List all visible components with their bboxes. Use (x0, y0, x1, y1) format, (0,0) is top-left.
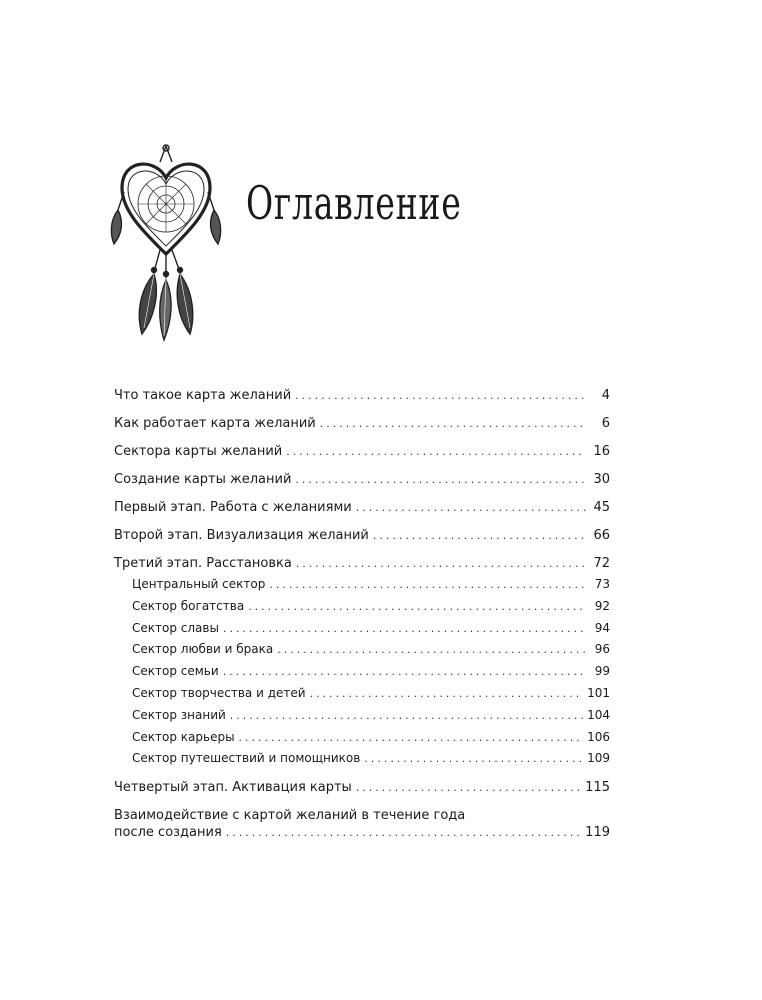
dreamcatcher-heart-icon (100, 142, 232, 346)
toc-page-number: 94 (594, 620, 610, 635)
dot-leader (223, 664, 586, 680)
toc-entry[interactable] (114, 443, 610, 460)
toc-subentry[interactable] (114, 750, 610, 767)
toc-page-number: 66 (593, 528, 610, 543)
toc-entry-label: Первый этап. Работа с желаниями (114, 500, 352, 515)
dot-leader (223, 621, 586, 637)
toc-entry[interactable] (114, 387, 610, 404)
toc-subentry-label: Сектор семьи (132, 664, 219, 679)
toc-page-number: 30 (593, 472, 610, 487)
dot-leader (310, 686, 584, 702)
toc-entry-label: Второй этап. Визуализация желаний (114, 528, 369, 543)
toc-entry-label: Третий этап. Расстановка (114, 556, 292, 571)
toc-subentry[interactable] (114, 707, 610, 724)
toc-page-number: 72 (593, 556, 610, 571)
toc-page-number: 92 (594, 598, 610, 613)
toc-page-number: 106 (587, 729, 610, 744)
toc-entry-line2 (114, 824, 610, 841)
toc-subentry-label: Сектор славы (132, 620, 219, 635)
toc-subentry-label: Сектор знаний (132, 707, 226, 722)
dot-leader (356, 779, 581, 796)
toc-subentry-label: Центральный сектор (132, 577, 266, 591)
toc-page-number: 101 (587, 685, 610, 700)
toc-entry[interactable] (114, 555, 610, 572)
toc-entry-label: Создание карты желаний (114, 472, 292, 487)
toc-page-number: 119 (585, 825, 610, 841)
dot-leader (248, 599, 586, 615)
dot-leader (320, 415, 586, 432)
toc-subentry-label: Сектор творчества и детей (132, 685, 306, 700)
dot-leader (373, 527, 586, 544)
toc-subentry[interactable] (114, 663, 610, 680)
toc-subentry[interactable] (114, 598, 610, 615)
toc-entry-label: Четвертый этап. Активация карты (114, 780, 352, 796)
toc-entry-multiline[interactable] (114, 807, 610, 841)
toc-page-number: 99 (594, 664, 610, 679)
toc-subentry-label: Сектор любви и брака (132, 642, 274, 657)
dot-leader (230, 708, 583, 724)
toc-entry[interactable] (114, 499, 610, 516)
dot-leader (296, 555, 586, 572)
toc-page-number: 45 (593, 500, 610, 515)
dot-leader (239, 730, 584, 746)
toc-subentry-label: Сектор карьеры (132, 729, 235, 744)
toc-entry-label: Что такое карта желаний (114, 388, 292, 403)
toc-entry-label-line2: после создания (114, 825, 222, 841)
page-title: Оглавление (246, 176, 462, 230)
dot-leader (286, 443, 586, 460)
toc-entry[interactable] (114, 779, 610, 796)
toc-page-number: 109 (587, 751, 610, 766)
toc-entry-label: Сектора карты желаний (114, 444, 283, 459)
toc-subentry-label: Сектор богатства (132, 598, 245, 613)
toc-subentry[interactable] (114, 641, 610, 658)
toc-entry[interactable] (114, 415, 610, 432)
dot-leader (226, 824, 581, 841)
dot-leader (269, 577, 586, 593)
toc-subentry[interactable] (114, 729, 610, 746)
toc-page-number: 104 (587, 707, 610, 722)
toc-page-number: 96 (594, 642, 610, 657)
toc-subentry[interactable] (114, 620, 610, 637)
toc-subentry-label: Сектор путешествий и помощников (132, 751, 361, 766)
toc-page-number: 115 (585, 780, 610, 796)
toc-entry[interactable] (114, 471, 610, 488)
dot-leader (356, 499, 586, 516)
toc-subentry[interactable] (114, 576, 610, 593)
toc-page-number: 4 (601, 388, 610, 403)
dot-leader (364, 751, 583, 767)
toc-entry-label-line1: Взаимодействие с картой желаний в течение года (114, 808, 466, 824)
table-of-contents (114, 387, 610, 841)
toc-page-number: 16 (593, 444, 610, 459)
toc-subentry[interactable] (114, 685, 610, 702)
toc-page-number: 6 (601, 416, 610, 431)
dot-leader (277, 642, 586, 658)
toc-entry[interactable] (114, 527, 610, 544)
dot-leader (295, 387, 586, 404)
dot-leader (295, 471, 586, 488)
toc-page-number: 73 (594, 577, 610, 591)
toc-entry-label: Как работает карта желаний (114, 416, 316, 431)
